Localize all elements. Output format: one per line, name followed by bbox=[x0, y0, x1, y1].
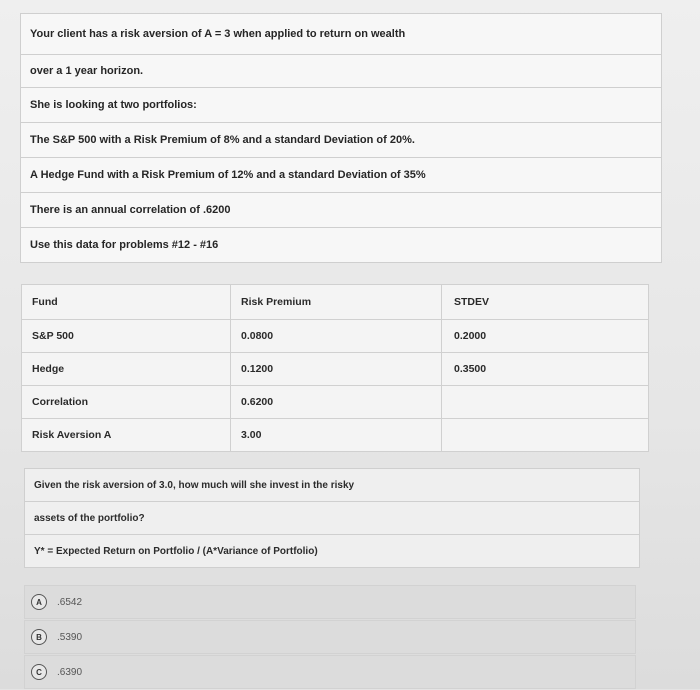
option-c-value: .6390 bbox=[57, 666, 83, 678]
cell-fund: S&P 500 bbox=[22, 320, 231, 353]
cell-stdev bbox=[442, 419, 649, 452]
answer-options bbox=[24, 585, 636, 690]
cell-risk-premium: 3.00 bbox=[231, 419, 442, 452]
cell-fund: Correlation bbox=[22, 386, 231, 419]
cell-stdev bbox=[442, 386, 649, 419]
data-table bbox=[21, 284, 649, 452]
option-c[interactable] bbox=[24, 655, 636, 689]
table-row bbox=[22, 353, 649, 386]
info-line: over a 1 year horizon. bbox=[20, 54, 662, 87]
table-row bbox=[22, 386, 649, 419]
question-formula: Y* = Expected Return on Portfolio / (A*Variance of Portfolio) bbox=[24, 534, 640, 568]
table-row bbox=[22, 320, 649, 353]
info-line: Your client has a risk aversion of A = 3 when applied to return on wealth bbox=[20, 13, 662, 54]
cell-fund: Risk Aversion A bbox=[22, 419, 231, 452]
info-line: There is an annual correlation of .6200 bbox=[20, 192, 662, 227]
question bbox=[24, 468, 640, 568]
header-risk-premium: Risk Premium bbox=[231, 285, 442, 320]
info-line: The S&P 500 with a Risk Premium of 8% and a standard Deviation of 20%. bbox=[20, 122, 662, 157]
cell-risk-premium: 0.0800 bbox=[231, 320, 442, 353]
info-line: She is looking at two portfolios: bbox=[20, 87, 662, 122]
cell-risk-premium: 0.1200 bbox=[231, 353, 442, 386]
question-line: Given the risk aversion of 3.0, how much will she invest in the risky bbox=[24, 468, 640, 501]
option-c-radio[interactable]: C bbox=[31, 664, 47, 680]
info-line: Use this data for problems #12 - #16 bbox=[20, 227, 662, 263]
header-stdev: STDEV bbox=[442, 285, 649, 320]
table-row bbox=[22, 419, 649, 452]
question-line: assets of the portfolio? bbox=[24, 501, 640, 534]
cell-stdev: 0.2000 bbox=[442, 320, 649, 353]
cell-stdev: 0.3500 bbox=[442, 353, 649, 386]
option-b-radio[interactable]: B bbox=[31, 629, 47, 645]
option-a-radio[interactable]: A bbox=[31, 594, 47, 610]
option-b[interactable] bbox=[24, 620, 636, 654]
problem-info bbox=[20, 13, 662, 263]
option-a[interactable] bbox=[24, 585, 636, 619]
info-line: A Hedge Fund with a Risk Premium of 12% and a standard Deviation of 35% bbox=[20, 157, 662, 192]
cell-risk-premium: 0.6200 bbox=[231, 386, 442, 419]
cell-fund: Hedge bbox=[22, 353, 231, 386]
option-a-value: .6542 bbox=[57, 596, 83, 608]
header-fund: Fund bbox=[22, 285, 231, 320]
table-header-row bbox=[22, 285, 649, 320]
option-b-value: .5390 bbox=[57, 631, 83, 643]
